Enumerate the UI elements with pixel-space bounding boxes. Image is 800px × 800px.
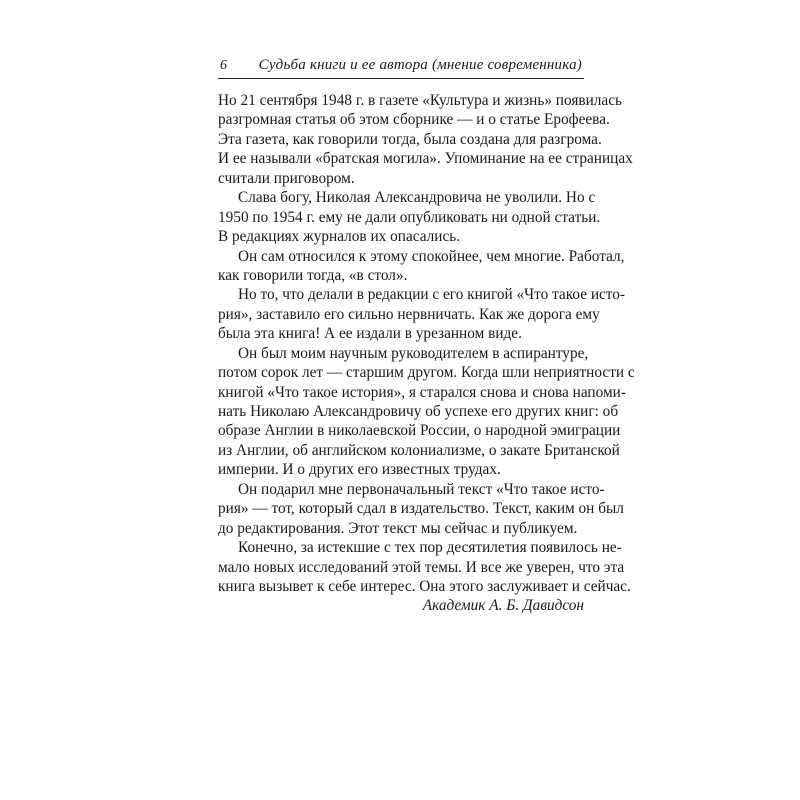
text-line: Слава богу, Николая Александровича не уволили. Но с — [238, 189, 596, 207]
text-line: Но 21 сентября 1948 г. в газете «Культура и жизнь» появилась — [218, 92, 622, 109]
text-line: разгромная статья об этом сборнике — и о статье Ерофеева. — [218, 111, 610, 129]
text-line: образе Англии в николаевской России, о народной эмиграции — [218, 422, 621, 440]
paragraph — [218, 538, 631, 596]
text-line: Он подарил мне первоначальный текст «Что такое исто- — [238, 480, 605, 498]
body-text — [218, 91, 635, 616]
running-title: Судьба книги и ее автора (мнение современника) — [258, 57, 582, 73]
text-line: Конечно, за истекшие с тех пор десятилетия появилось не- — [238, 539, 622, 557]
text-line: книгой «Что такое история», я старался снова и снова напоми- — [218, 383, 626, 401]
running-header — [218, 56, 584, 79]
paragraph — [218, 188, 601, 246]
text-line: 1950 по 1954 г. ему не дали опубликовать ни одной статьи. — [218, 208, 601, 226]
text-line: мало новых исследований этой темы. И все же уверен, что эта — [218, 558, 625, 576]
text-line: империи. И о других его известных трудах. — [218, 461, 501, 479]
author-signature: Академик А. Б. Давидсон — [422, 597, 584, 615]
text-line: из Англии, об английском колониализме, о закате Британской — [218, 441, 620, 459]
text-line: нать Николаю Александровичу об успехе его других книг: об — [218, 403, 619, 420]
text-line: была эта книга! А ее издали в урезанном виде. — [218, 325, 522, 343]
text-line: считали приговором. — [218, 169, 355, 187]
page-number: 6 — [220, 58, 227, 73]
text-line: книга вызывет к себе интерес. Она этого заслуживает и сейчас. — [218, 577, 631, 595]
text-line: рия», заставило его сильно нервничать. Как же дорога ему — [218, 305, 600, 323]
text-line: рия» — тот, который сдал в издательство. Текст, каким он был — [218, 500, 624, 518]
text-line: Но то, что делали в редакции с его книгой «Что такое исто- — [238, 286, 626, 304]
paragraph — [218, 247, 625, 286]
paragraph — [218, 344, 635, 480]
paragraph — [218, 480, 624, 538]
text-line: потом сорок лет — старшим другом. Когда шли неприятности с — [218, 364, 635, 382]
text-line: Эта газета, как говорили тогда, была создана для разгрома. — [218, 130, 602, 148]
text-line: И ее называли «братская могила». Упоминание на ее страницах — [218, 150, 633, 168]
text-line: Он сам относился к этому спокойнее, чем многие. Работал, — [238, 247, 625, 265]
text-line: до редактирования. Этот текст мы сейчас и публикуем. — [218, 519, 578, 537]
paragraph — [218, 285, 626, 343]
text-line: Он был моим научным руководителем в аспирантуре, — [238, 344, 589, 362]
text-line: В редакциях журналов их опасались. — [218, 228, 461, 246]
text-line: как говорили тогда, «в стол». — [218, 266, 408, 284]
paragraph — [218, 91, 633, 188]
